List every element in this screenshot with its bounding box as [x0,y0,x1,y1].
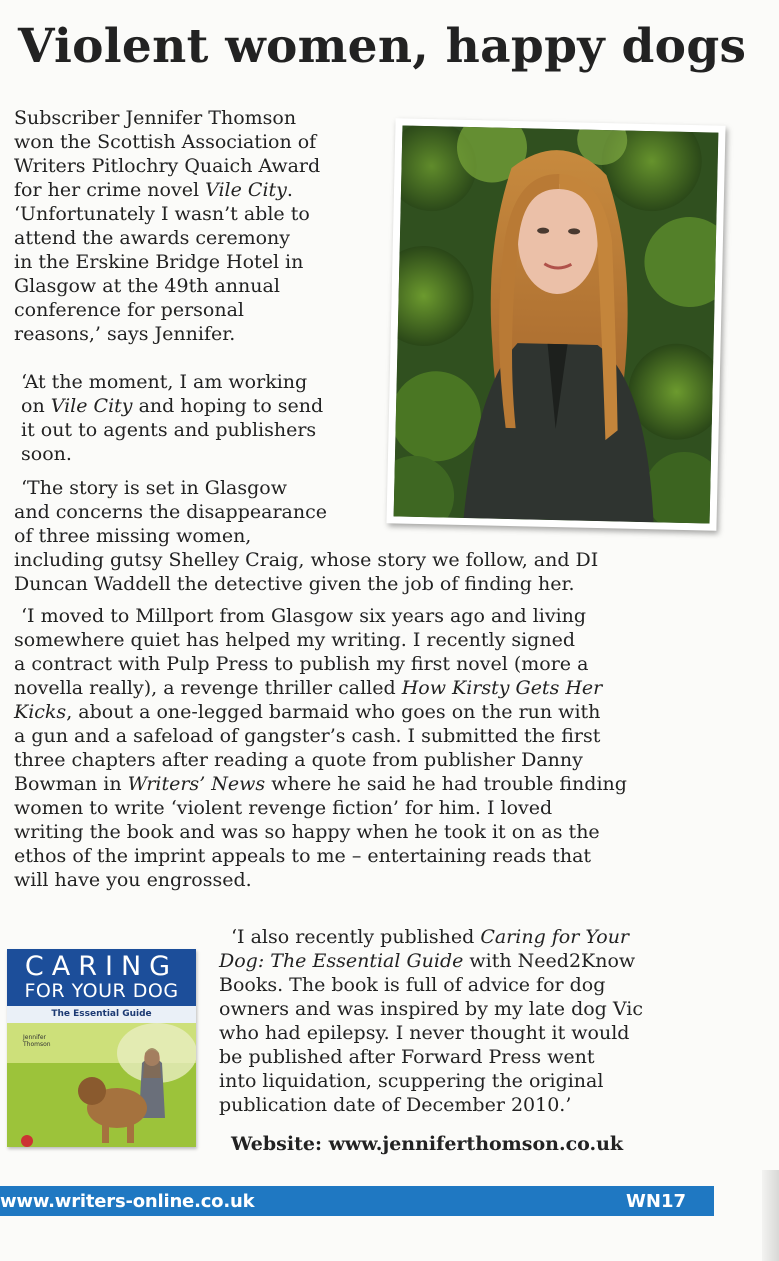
paragraph-intro [14,106,320,346]
text-line: for her crime novel Vile City. [14,179,293,201]
book-cover-author: Jennifer Thomson [23,1034,51,1048]
text-line: into liquidation, scuppering the original [219,1070,604,1092]
text-line: owners and was inspired by my late dog Vic [219,998,643,1020]
text-line: reasons,’ says Jennifer. [14,323,236,345]
book-cover-subtitle: The Essential Guide [51,1009,152,1019]
book-cover-header [7,949,196,1006]
text-line: it out to agents and publishers [21,419,317,441]
text-line: publication date of December 2010.’ [219,1094,572,1116]
text-line: novella really), a revenge thriller called How Kirsty Gets Her [14,677,603,699]
text-line: Writers Pitlochry Quaich Award [14,155,321,177]
headline: Violent women, happy dogs [18,19,747,74]
book-title-kirsty: How Kirsty Gets Her [401,677,603,699]
text-line: on Vile City and hoping to send [21,395,324,417]
book-title-vile-city: Vile City [205,179,287,201]
text-line: won the Scottish Association of [14,131,317,153]
text-line: a gun and a safeload of gangster’s cash. I submitted the first [14,725,601,747]
text-line: ‘Unfortunately I wasn’t able to [14,203,310,225]
text-line: three chapters after reading a quote from publisher Danny [14,749,583,771]
text-line: ‘At the moment, I am working [21,371,308,393]
author-website: Website: www.jenniferthomson.co.uk [231,1133,624,1155]
book-title-caring: Caring for Your [480,926,630,948]
text-line: women to write ‘violent revenge fiction’ for him. I loved [14,797,553,819]
book-title-caring: Dog: The Essential Guide [219,950,464,972]
book-cover-title-line2: FOR YOUR DOG [24,980,179,1002]
book-cover-title-line1: CARING [24,951,179,982]
author-photo [386,118,725,530]
author-photo-image [394,125,719,523]
paragraph-millport [14,604,627,892]
text-line: Bowman in Writers’ News where he said he had trouble finding [14,773,627,795]
text-line: Subscriber Jennifer Thomson [14,107,297,129]
paragraph-caring [219,925,643,1117]
text-line: be published after Forward Press went [219,1046,595,1068]
text-line: ‘I also recently published Caring for Your [231,926,630,948]
text-line: in the Erskine Bridge Hotel in [14,251,304,273]
text-line: of three missing women, [14,525,252,547]
page-edge [762,1170,779,1261]
text-line: a contract with Pulp Press to publish my first novel (more a [14,653,589,675]
text-line: Books. The book is full of advice for dog [219,974,606,996]
text-line: writing the book and was so happy when he took it on as the [14,821,600,843]
footer-url[interactable]: www.writers-online.co.uk [0,1191,255,1212]
magazine-title: Writers’ News [127,773,266,795]
paragraph-working-on [14,370,323,466]
text-line: Duncan Waddell the detective given the job of finding her. [14,573,575,595]
book-cover [7,949,196,1147]
text-line: soon. [21,443,72,465]
text-line: including gutsy Shelley Craig, whose story we follow, and DI [14,549,599,571]
footer-bar [0,1186,714,1216]
text-line: ‘The story is set in Glasgow [21,477,287,499]
text-line: Kicks, about a one-legged barmaid who goes on the run with [14,701,601,723]
text-line: Glasgow at the 49th annual [14,275,280,297]
text-line: ethos of the imprint appeals to me – entertaining reads that [14,845,592,867]
book-title-kirsty: Kicks [14,701,67,723]
text-line: attend the awards ceremony [14,227,291,249]
text-line: who had epilepsy. I never thought it would [219,1022,630,1044]
page-number: WN17 [626,1191,686,1212]
text-line: ‘I moved to Millport from Glasgow six years ago and living [21,605,587,627]
photo-illustration [394,125,719,523]
text-line: Dog: The Essential Guide with Need2Know [219,950,636,972]
book-title-vile-city: Vile City [50,395,133,417]
text-line: somewhere quiet has helped my writing. I recently signed [14,629,575,651]
text-line: will have you engrossed. [14,869,252,891]
text-line: and concerns the disappearance [14,501,327,523]
text-line: conference for personal [14,299,244,321]
